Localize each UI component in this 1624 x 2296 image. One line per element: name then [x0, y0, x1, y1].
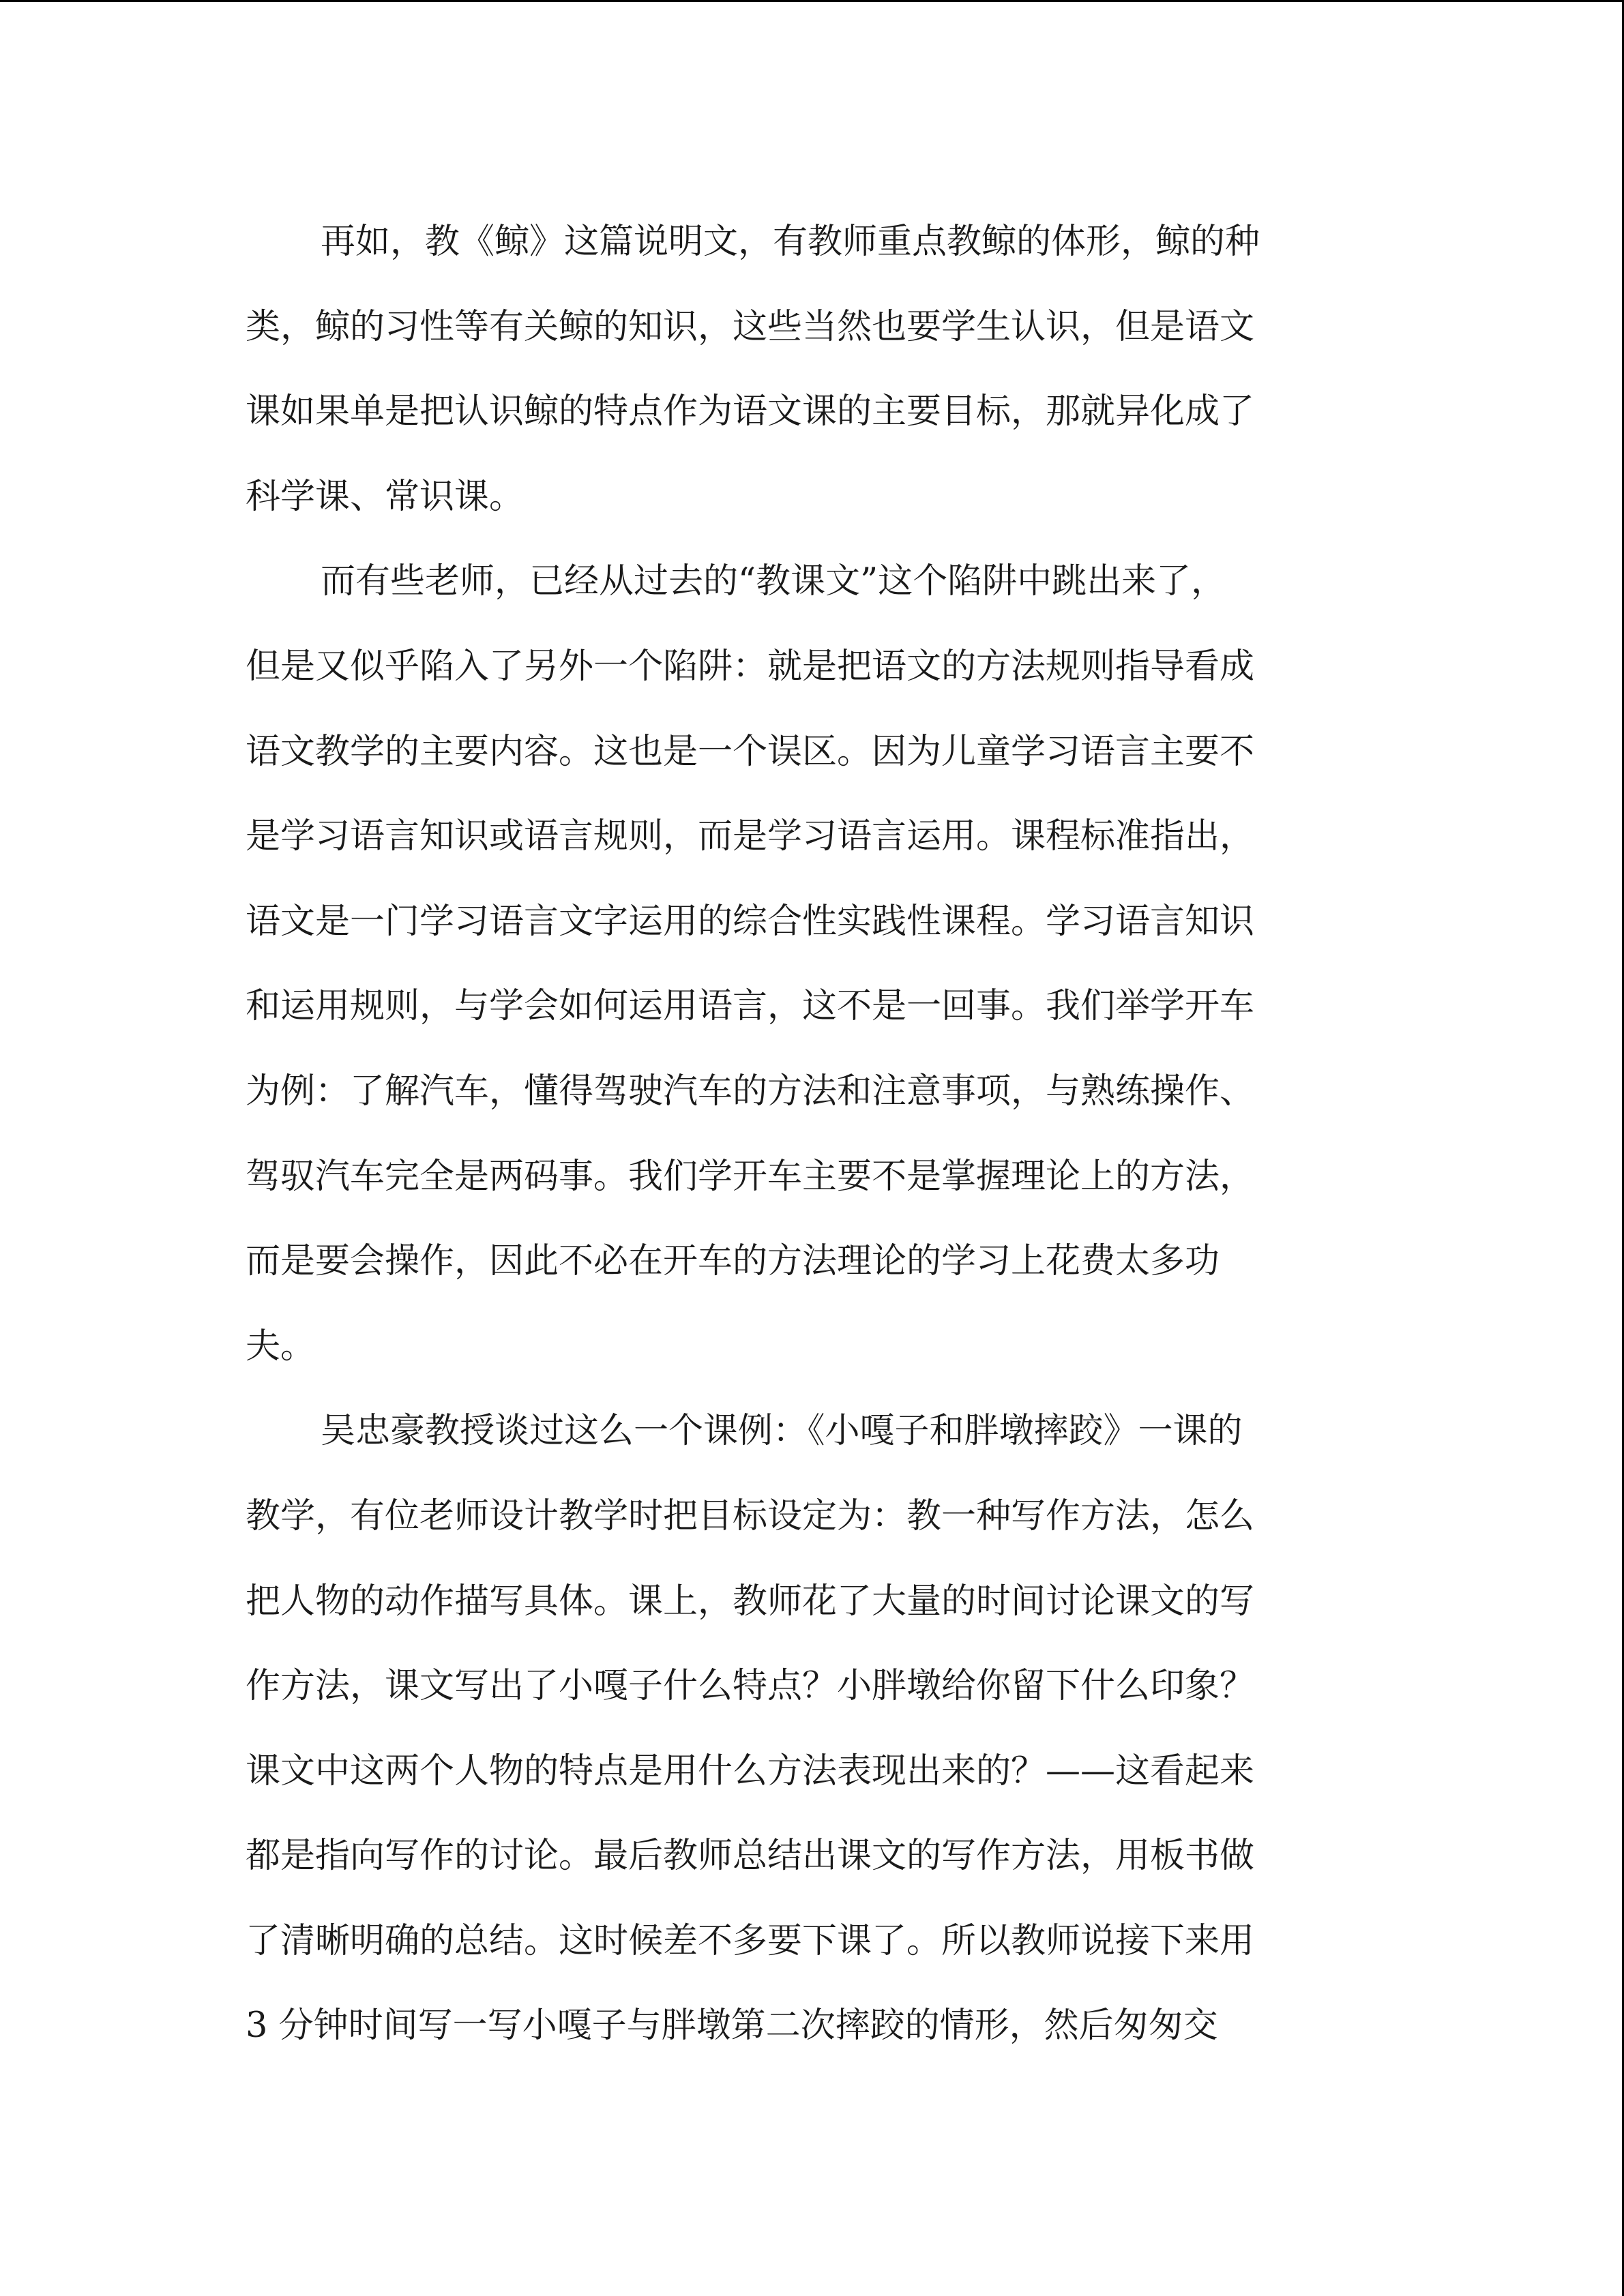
text-line: 3 分钟时间写一写小嘎子与胖墩第二次摔跤的情形，然后匆匆交	[246, 2006, 1218, 2046]
text-line: 类，鲸的习性等有关鲸的知识，这些当然也要学生认识，但是语文	[246, 306, 1255, 347]
document-body	[246, 200, 1364, 2069]
paragraph-whale-example	[246, 200, 1364, 539]
paragraph-lesson-case	[246, 1389, 1364, 2069]
text-line: 但是又似乎陷入了另外一个陷阱：就是把语文的方法规则指导看成	[246, 646, 1255, 687]
paragraph-method-trap	[246, 539, 1364, 1389]
text-line: 语文是一门学习语言文字运用的综合性实践性课程。学习语言知识	[246, 901, 1255, 942]
text-line: 都是指向写作的讨论。最后教师总结出课文的写作方法，用板书做	[246, 1836, 1255, 1877]
text-line: 吴忠豪教授谈过这么一个课例：《小嘎子和胖墩摔跤》一课的	[321, 1411, 1243, 1452]
text-line: 驾驭汽车完全是两码事。我们学开车主要不是掌握理论上的方法，	[246, 1156, 1255, 1197]
text-line: 而有些老师，已经从过去的“教课文”这个陷阱中跳出来了，	[321, 561, 1226, 602]
text-line: 教学，有位老师设计教学时把目标设定为：教一种写作方法，怎么	[246, 1495, 1255, 1536]
text-line: 和运用规则，与学会如何运用语言，这不是一回事。我们举学开车	[246, 986, 1255, 1027]
text-line: 语文教学的主要内容。这也是一个误区。因为儿童学习语言主要不	[246, 731, 1255, 772]
text-line: 作方法，课文写出了小嘎子什么特点？小胖墩给你留下什么印象？	[246, 1666, 1255, 1707]
text-line: 科学课、常识课。	[246, 476, 525, 517]
text-line: 课文中这两个人物的特点是用什么方法表现出来的？——这看起来	[246, 1750, 1255, 1791]
text-line: 课如果单是把认识鲸的特点作为语文课的主要目标，那就异化成了	[246, 391, 1255, 432]
text-line: 把人物的动作描写具体。课上，教师花了大量的时间讨论课文的写	[246, 1581, 1255, 1622]
text-line: 了清晰明确的总结。这时候差不多要下课了。所以教师说接下来用	[246, 1920, 1255, 1961]
text-line: 再如，教《鲸》这篇说明文，有教师重点教鲸的体形，鲸的种	[321, 222, 1260, 262]
text-line: 是学习语言知识或语言规则，而是学习语言运用。课程标准指出，	[246, 816, 1255, 857]
text-line: 夫。	[246, 1326, 316, 1367]
text-line: 为例：了解汽车，懂得驾驶汽车的方法和注意事项，与熟练操作、	[246, 1071, 1255, 1112]
text-line: 而是要会操作，因此不必在开车的方法理论的学习上花费太多功	[246, 1241, 1220, 1282]
